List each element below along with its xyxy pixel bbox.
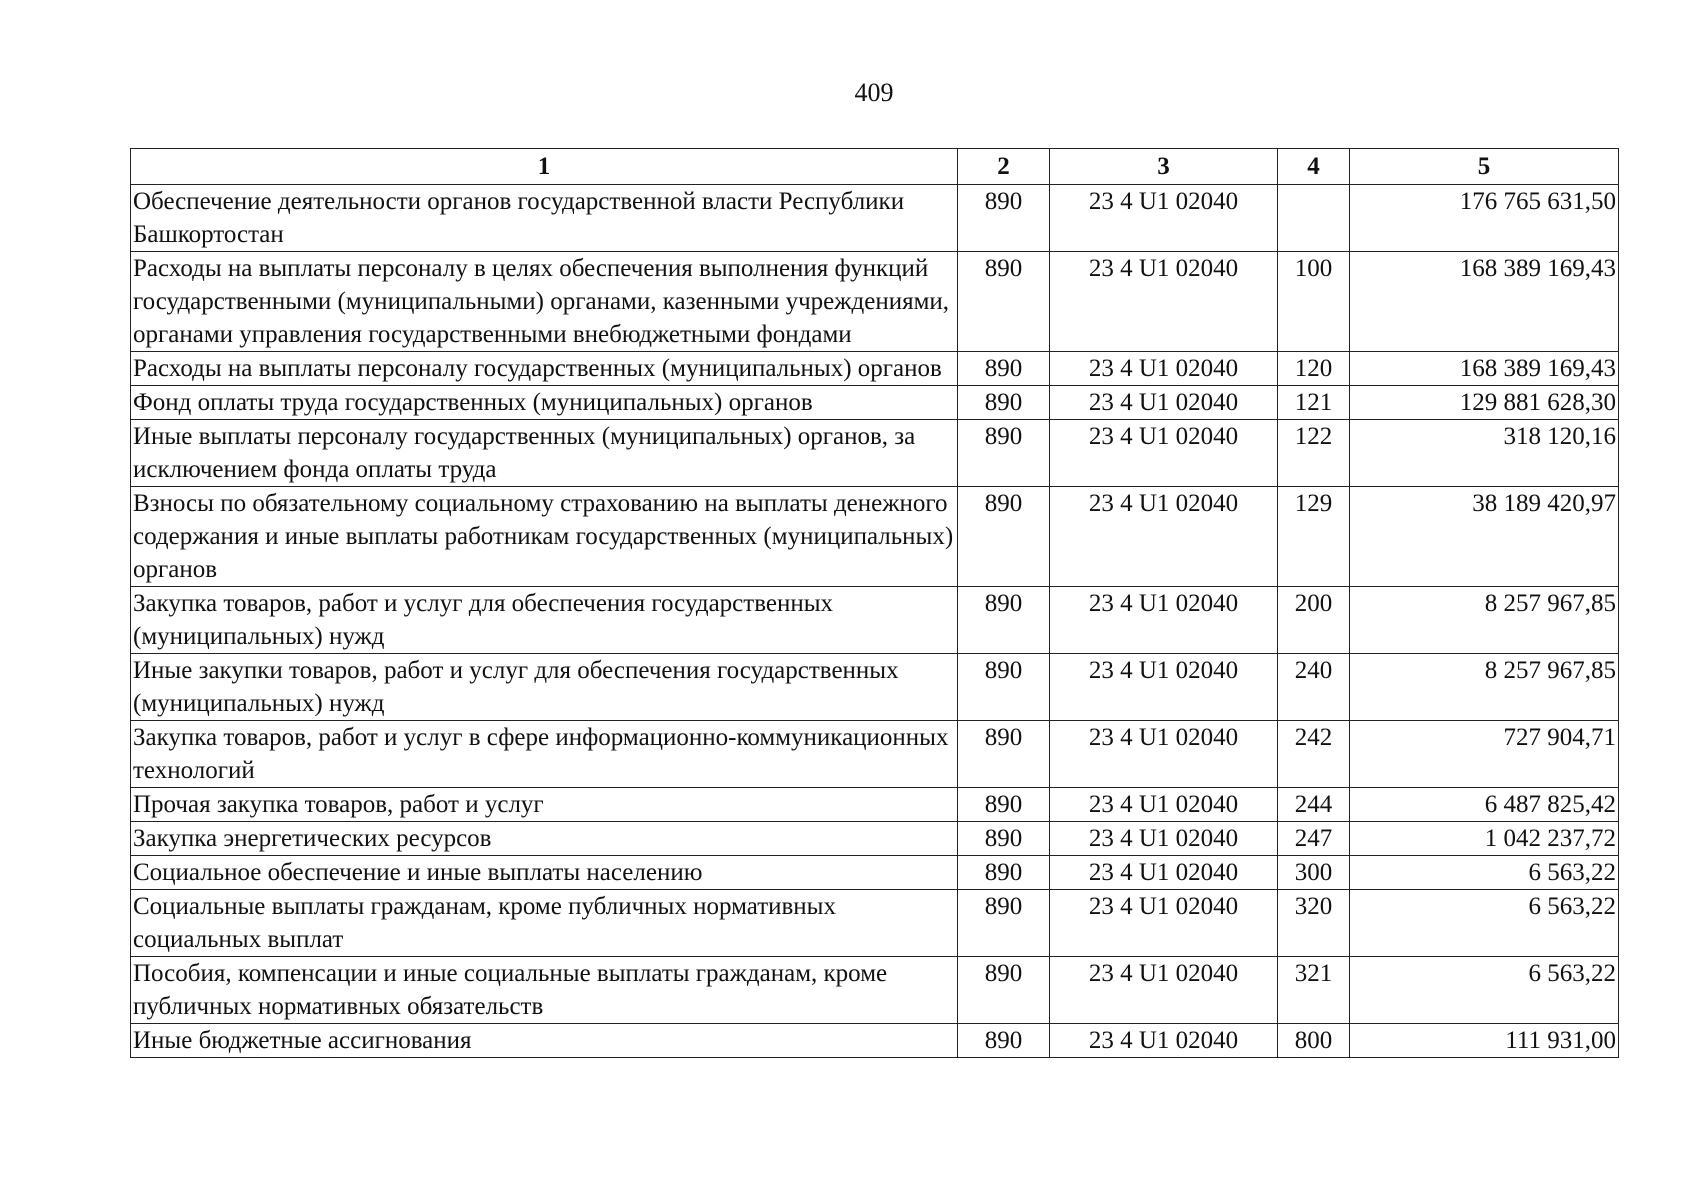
row-type-cell: 321 xyxy=(1278,957,1350,1024)
row-code-cell: 23 4 U1 02040 xyxy=(1050,822,1278,856)
row-name-cell: Фонд оплаты труда государственных (муниципальных) органов xyxy=(131,386,958,420)
row-code-cell: 23 4 U1 02040 xyxy=(1050,788,1278,822)
table-row xyxy=(131,654,1619,721)
row-name-cell: Закупка энергетических ресурсов xyxy=(131,822,958,856)
table-row xyxy=(131,587,1619,654)
row-section-cell: 890 xyxy=(958,587,1050,654)
row-section-cell: 890 xyxy=(958,890,1050,957)
row-amount-cell: 168 389 169,43 xyxy=(1350,352,1619,386)
row-type-cell: 242 xyxy=(1278,721,1350,788)
row-type-cell: 244 xyxy=(1278,788,1350,822)
row-name-cell: Закупка товаров, работ и услуг в сфере информационно-коммуникационных технологий xyxy=(131,721,958,788)
row-code-cell: 23 4 U1 02040 xyxy=(1050,1024,1278,1058)
row-section-cell: 890 xyxy=(958,721,1050,788)
row-type-cell: 120 xyxy=(1278,352,1350,386)
row-code-cell: 23 4 U1 02040 xyxy=(1050,721,1278,788)
row-type-cell: 121 xyxy=(1278,386,1350,420)
table-row xyxy=(131,721,1619,788)
row-type-cell: 247 xyxy=(1278,822,1350,856)
row-type-cell xyxy=(1278,185,1350,252)
table-row xyxy=(131,352,1619,386)
row-code-cell: 23 4 U1 02040 xyxy=(1050,386,1278,420)
table-row xyxy=(131,185,1619,252)
row-code-cell: 23 4 U1 02040 xyxy=(1050,487,1278,587)
row-section-cell: 890 xyxy=(958,386,1050,420)
row-amount-cell: 111 931,00 xyxy=(1350,1024,1619,1058)
row-code-cell: 23 4 U1 02040 xyxy=(1050,420,1278,487)
row-type-cell: 122 xyxy=(1278,420,1350,487)
table-row xyxy=(131,822,1619,856)
budget-table xyxy=(130,148,1619,1058)
row-section-cell: 890 xyxy=(958,856,1050,890)
row-code-cell: 23 4 U1 02040 xyxy=(1050,252,1278,352)
row-name-cell: Расходы на выплаты персоналу государственных (муниципальных) органов xyxy=(131,352,958,386)
header-col-4: 4 xyxy=(1278,149,1350,185)
row-name-cell: Взносы по обязательному социальному страхованию на выплаты денежного содержания и иные выплаты работникам государственных (муниципальных) органов xyxy=(131,487,958,587)
row-amount-cell: 6 487 825,42 xyxy=(1350,788,1619,822)
row-section-cell: 890 xyxy=(958,654,1050,721)
table-row xyxy=(131,487,1619,587)
row-section-cell: 890 xyxy=(958,957,1050,1024)
row-section-cell: 890 xyxy=(958,822,1050,856)
row-amount-cell: 727 904,71 xyxy=(1350,721,1619,788)
row-amount-cell: 8 257 967,85 xyxy=(1350,587,1619,654)
row-amount-cell: 8 257 967,85 xyxy=(1350,654,1619,721)
row-code-cell: 23 4 U1 02040 xyxy=(1050,957,1278,1024)
row-type-cell: 320 xyxy=(1278,890,1350,957)
row-code-cell: 23 4 U1 02040 xyxy=(1050,654,1278,721)
row-section-cell: 890 xyxy=(958,252,1050,352)
row-section-cell: 890 xyxy=(958,788,1050,822)
row-type-cell: 200 xyxy=(1278,587,1350,654)
table-row xyxy=(131,420,1619,487)
row-name-cell: Иные выплаты персоналу государственных (муниципальных) органов, за исключением фонда оплаты труда xyxy=(131,420,958,487)
table-row xyxy=(131,890,1619,957)
row-type-cell: 129 xyxy=(1278,487,1350,587)
row-section-cell: 890 xyxy=(958,352,1050,386)
header-col-3: 3 xyxy=(1050,149,1278,185)
page-number: 409 xyxy=(854,78,894,107)
row-code-cell: 23 4 U1 02040 xyxy=(1050,856,1278,890)
header-col-2: 2 xyxy=(958,149,1050,185)
row-code-cell: 23 4 U1 02040 xyxy=(1050,587,1278,654)
row-section-cell: 890 xyxy=(958,487,1050,587)
row-name-cell: Социальные выплаты гражданам, кроме публичных нормативных социальных выплат xyxy=(131,890,958,957)
row-section-cell: 890 xyxy=(958,420,1050,487)
row-amount-cell: 176 765 631,50 xyxy=(1350,185,1619,252)
row-amount-cell: 168 389 169,43 xyxy=(1350,252,1619,352)
table-row xyxy=(131,1024,1619,1058)
header-col-5: 5 xyxy=(1350,149,1619,185)
table-row xyxy=(131,386,1619,420)
row-amount-cell: 6 563,22 xyxy=(1350,957,1619,1024)
row-name-cell: Социальное обеспечение и иные выплаты населению xyxy=(131,856,958,890)
row-amount-cell: 6 563,22 xyxy=(1350,856,1619,890)
row-amount-cell: 129 881 628,30 xyxy=(1350,386,1619,420)
table-row xyxy=(131,788,1619,822)
table-row xyxy=(131,957,1619,1024)
row-name-cell: Иные бюджетные ассигнования xyxy=(131,1024,958,1058)
row-name-cell: Расходы на выплаты персоналу в целях обеспечения выполнения функций государственными (муниципальными) органами, казенными учреждениями, органами управления государственными внебюджетными фондами xyxy=(131,252,958,352)
row-name-cell: Прочая закупка товаров, работ и услуг xyxy=(131,788,958,822)
row-amount-cell: 318 120,16 xyxy=(1350,420,1619,487)
header-col-1: 1 xyxy=(131,149,958,185)
row-amount-cell: 6 563,22 xyxy=(1350,890,1619,957)
row-section-cell: 890 xyxy=(958,185,1050,252)
table-row xyxy=(131,856,1619,890)
row-code-cell: 23 4 U1 02040 xyxy=(1050,352,1278,386)
table-row xyxy=(131,252,1619,352)
table-header-row xyxy=(131,149,1619,185)
row-amount-cell: 38 189 420,97 xyxy=(1350,487,1619,587)
row-type-cell: 240 xyxy=(1278,654,1350,721)
row-type-cell: 300 xyxy=(1278,856,1350,890)
row-type-cell: 100 xyxy=(1278,252,1350,352)
row-type-cell: 800 xyxy=(1278,1024,1350,1058)
row-code-cell: 23 4 U1 02040 xyxy=(1050,185,1278,252)
row-amount-cell: 1 042 237,72 xyxy=(1350,822,1619,856)
row-name-cell: Обеспечение деятельности органов государственной власти Республики Башкортостан xyxy=(131,185,958,252)
row-name-cell: Закупка товаров, работ и услуг для обеспечения государственных (муниципальных) нужд xyxy=(131,587,958,654)
row-section-cell: 890 xyxy=(958,1024,1050,1058)
row-name-cell: Иные закупки товаров, работ и услуг для обеспечения государственных (муниципальных) нужд xyxy=(131,654,958,721)
row-code-cell: 23 4 U1 02040 xyxy=(1050,890,1278,957)
row-name-cell: Пособия, компенсации и иные социальные выплаты гражданам, кроме публичных нормативных обязательств xyxy=(131,957,958,1024)
